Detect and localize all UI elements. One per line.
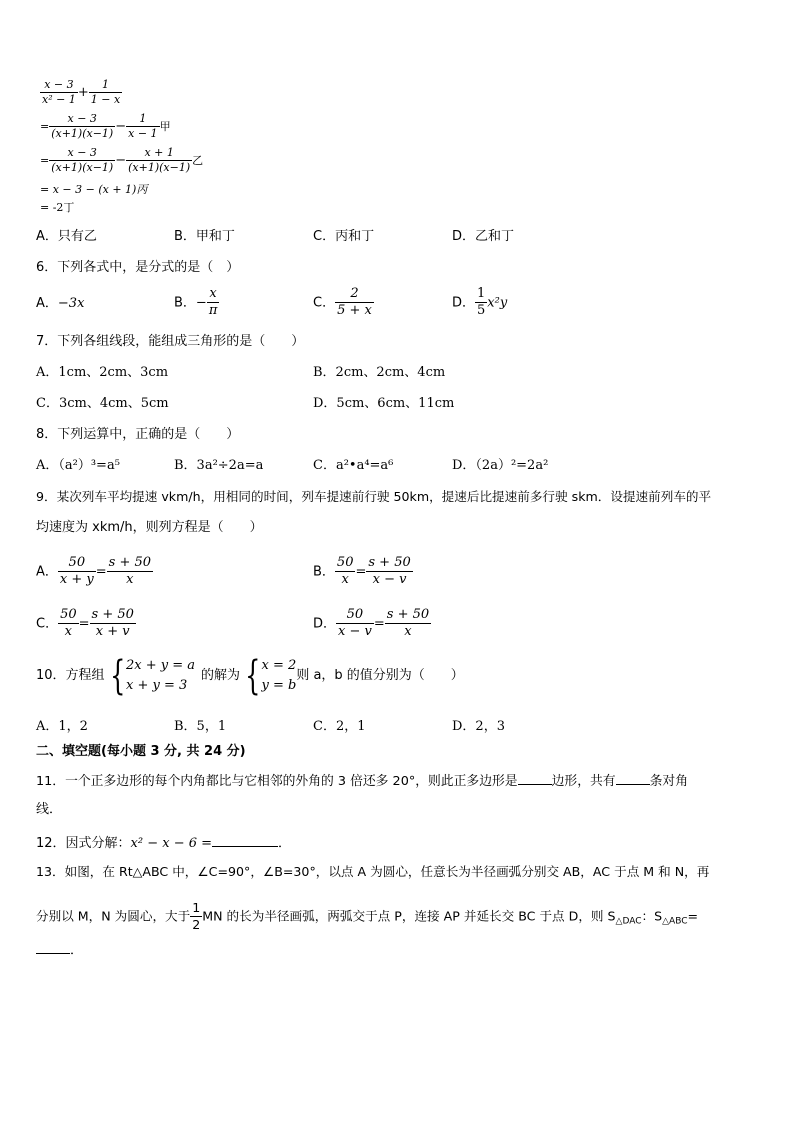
q9-option-c: C． $\frac{50}{x}$ = $\frac{s + 50}{x + v}$ <box>36 607 134 640</box>
q6-option-c: C． $\frac{2}{5 + x}$ <box>313 286 372 319</box>
q13-line1: 13．如图，在 Rt△ABC 中，∠C=90°，∠B=30°，以点 A 为圆心，任意长为半径画弧分别交 AB，AC 于点 M 和 N，再 <box>36 864 710 879</box>
q9-option-d: D． $\frac{50}{x - v}$ = $\frac{s + 50}{x}$ <box>313 607 430 640</box>
q8-option-b: B．3a²÷2a=a <box>174 458 264 473</box>
derivation-line-3: = x − 3 − (x + 1)丙 <box>40 183 148 196</box>
q11-blank-1 <box>518 771 552 785</box>
derivation-line-2: = $\frac{x - 3}{(x+1)(x-1)}$ − $\frac{x + 1}{(x+1)(x-1)}$ 乙 <box>40 146 204 174</box>
q11-line2: 线． <box>36 802 63 817</box>
q7-option-b: B．2cm、2cm、4cm <box>313 365 446 380</box>
q5-option-c: C．丙和丁 <box>313 229 375 244</box>
q8-option-a: A．（a²）³=a⁵ <box>36 458 120 473</box>
q10-option-d: D．2，3 <box>452 719 505 734</box>
q11-line1: 11．一个正多边形的每个内角都比与它相邻的外角的 3 倍还多 20°，则此正多边形是 边形，共有 条对角 <box>36 771 688 789</box>
q10-option-c: C．2，1 <box>313 719 366 734</box>
derivation-line-0: $\frac{x - 3}{\text{x² − 1}}$ + $\frac{1}{1 - x}$ <box>42 78 121 106</box>
q5-option-b: B．甲和丁 <box>174 229 235 244</box>
q7-option-d: D．5cm、6cm、11cm <box>313 396 455 411</box>
q12-blank <box>212 833 278 847</box>
q10-option-a: A．1，2 <box>36 719 88 734</box>
q13-line2: 分别以 M，N 为圆心，大于 $\frac{1}{2}$ MN 的长为半径画弧，两弧交于点 P，连接 AP 并延长交 BC 于点 D，则 $S_{\triangle DAC}$：$S_{\triangle ABC}=$ <box>36 900 699 932</box>
q9-option-b: B． $\frac{50}{x}$ = $\frac{s + 50}{x - v}$ <box>313 555 411 588</box>
q6-option-a: A．−3x <box>36 296 85 311</box>
q5-option-d: D．乙和丁 <box>452 229 515 244</box>
q10-stem: 10．方程组 { 2x + y = a x + y = 3 的解为 { x = 2 y = b 则 a，b 的值分别为（ ） <box>36 653 464 699</box>
q7-option-c: C．3cm、4cm、5cm <box>36 396 169 411</box>
q13-blank <box>36 940 70 954</box>
q10-option-b: B．5，1 <box>174 719 227 734</box>
q9-option-a: A． $\frac{50}{x + y}$ = $\frac{s + 50}{x}$ <box>36 555 152 588</box>
q8-option-c: C．a²•a⁴=a⁶ <box>313 458 394 473</box>
q8-stem: 8．下列运算中，正确的是（ ） <box>36 427 240 442</box>
q6-option-b: B．− $\frac{x}{\pi}$ <box>174 286 218 319</box>
q11-blank-2 <box>616 771 650 785</box>
q9-stem-line1: 9．某次列车平均提速 vkm/h，用相同的时间，列车提速前行驶 50km，提速后比提速前多行驶 skm．设提速前列车的平 <box>36 489 712 504</box>
q5-option-a: A．只有乙 <box>36 229 97 244</box>
q6-stem: 6．下列各式中，是分式的是（ ） <box>36 260 240 275</box>
q8-option-d: D．（2a）²=2a² <box>452 458 549 473</box>
derivation-line-4: = -2丁 <box>40 201 75 214</box>
q12: 12．因式分解：x² − x − 6 = ． <box>36 833 291 852</box>
q7-option-a: A．1cm、2cm、3cm <box>36 365 169 380</box>
q13-line3: ． <box>36 940 83 959</box>
section-heading: 二、填空题(每小题 3 分, 共 24 分) <box>36 744 246 759</box>
q9-stem-line2: 均速度为 xkm/h，则列方程是（ ） <box>36 520 263 535</box>
q6-option-d: D． $\frac{1}{5}$ x²y <box>452 286 508 319</box>
derivation-line-1: = $\frac{x - 3}{(x+1)(x-1)}$ − $\frac{1}{x - 1}$ 甲 <box>40 112 171 140</box>
q7-stem: 7．下列各组线段，能组成三角形的是（ ） <box>36 334 305 349</box>
